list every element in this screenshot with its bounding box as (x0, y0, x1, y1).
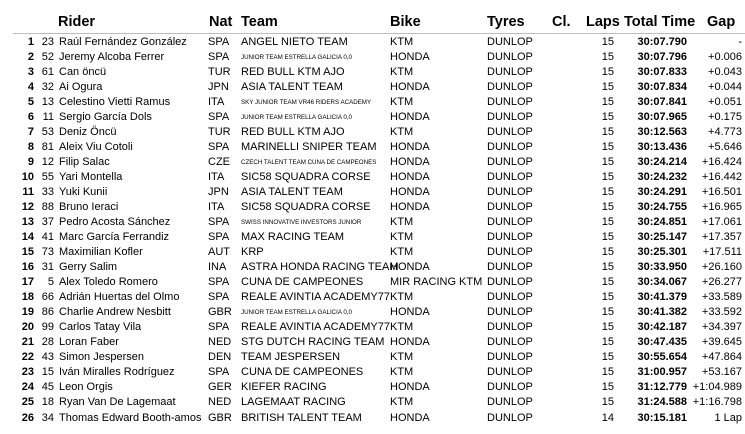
gap-value: +17.061 (701, 216, 742, 229)
tyre-brand: DUNLOP (487, 366, 533, 379)
team-name: STG DUTCH RACING TEAM (241, 336, 385, 349)
bike-make: KTM (390, 36, 414, 48)
table-row (0, 260, 745, 275)
position: 25 (21, 396, 34, 409)
gap-value: +1:16.798 (692, 396, 742, 409)
bike-make: KTM (390, 321, 414, 334)
table-row (0, 50, 745, 65)
total-time: 30:41.382 (637, 306, 687, 319)
rider-name: Adrián Huertas del Olmo (59, 291, 180, 304)
position: 5 (27, 96, 34, 109)
team-name: CZECH TALENT TEAM CUNA DE CAMPEONES (241, 159, 377, 167)
tyre-brand: DUNLOP (487, 396, 533, 409)
header-divider (13, 33, 745, 34)
tyre-brand: DUNLOP (487, 291, 533, 304)
tyre-brand: DUNLOP (487, 336, 533, 349)
total-time: 30:41.379 (637, 291, 687, 304)
bike-make: HONDA (390, 381, 430, 394)
team-name: ASTRA HONDA RACING TEAM (241, 261, 399, 274)
team-name: SWISS INNOVATIVE INVESTORS JUNIOR (241, 219, 362, 227)
team-name: RED BULL KTM AJO (241, 66, 345, 79)
laps-count: 15 (601, 336, 614, 349)
rider-name: Aleix Viu Cotoli (59, 141, 133, 154)
tyre-brand: DUNLOP (487, 216, 533, 229)
gap-value: +33.592 (701, 306, 742, 319)
gap-value: +0.044 (708, 81, 742, 94)
rider-number: 28 (41, 336, 54, 349)
laps-count: 15 (601, 81, 614, 94)
team-name: JUNIOR TEAM ESTRELLA GALICIA 0,0 (241, 114, 352, 122)
rider-name: Iván Miralles Rodríguez (59, 366, 175, 379)
tyre-brand: DUNLOP (487, 231, 533, 244)
position: 21 (21, 336, 34, 349)
nationality: ITA (208, 201, 225, 214)
tyre-brand: DUNLOP (487, 321, 533, 334)
team-name: SKY JUNIOR TEAM VR46 RIDERS ACADEMY (241, 99, 372, 107)
bike-make: MIR RACING KTM (390, 276, 483, 289)
rider-number: 53 (41, 126, 54, 139)
bike-make: HONDA (390, 81, 430, 94)
bike-make: HONDA (390, 111, 430, 124)
gap-value: +4.773 (708, 126, 742, 139)
bike-make: HONDA (390, 156, 430, 169)
position: 22 (21, 351, 34, 364)
nationality: ITA (208, 171, 225, 184)
nationality: NED (208, 336, 232, 349)
team-name: LAGEMAAT RACING (241, 396, 346, 409)
position: 26 (21, 411, 34, 424)
nationality: AUT (208, 246, 230, 259)
rider-name: Jeremy Alcoba Ferrer (59, 51, 165, 64)
nationality: CZE (208, 156, 230, 169)
table-row (0, 335, 745, 350)
rider-name: Maximilian Kofler (59, 246, 143, 259)
total-time: 31:12.779 (637, 381, 687, 394)
bike-make: HONDA (390, 51, 430, 64)
rider-number: 45 (41, 381, 54, 394)
gap-value: +53.167 (701, 366, 742, 379)
position: 18 (21, 291, 34, 304)
rider-number: 34 (41, 411, 54, 424)
total-time: 30:24.291 (637, 186, 687, 199)
nationality: SPA (208, 141, 230, 154)
table-row (0, 110, 745, 125)
tyre-brand: DUNLOP (487, 306, 533, 319)
nationality: GBR (208, 411, 232, 424)
rider-number: 11 (42, 111, 54, 124)
nationality: NED (208, 396, 232, 409)
laps-count: 15 (601, 246, 614, 259)
bike-make: HONDA (390, 336, 430, 349)
rider-number: 32 (41, 81, 54, 94)
rider-name: Pedro Acosta Sánchez (59, 216, 171, 229)
rider-name: Simon Jespersen (59, 351, 144, 364)
gap-value: +5.646 (708, 141, 742, 154)
nationality: SPA (208, 276, 230, 289)
table-row (0, 215, 745, 230)
total-time: 30:13.436 (637, 141, 687, 154)
laps-count: 15 (601, 171, 614, 184)
table-row (0, 35, 745, 50)
laps-count: 15 (601, 396, 614, 409)
rider-name: Sergio García Dols (59, 111, 152, 124)
nationality: SPA (208, 51, 230, 64)
gap-value: +0.043 (708, 66, 742, 79)
laps-count: 15 (601, 231, 614, 244)
laps-count: 15 (601, 321, 614, 334)
header-nat: Nat (209, 14, 233, 30)
team-name: MARINELLI SNIPER TEAM (241, 141, 377, 154)
bike-make: KTM (390, 126, 414, 139)
tyre-brand: DUNLOP (487, 51, 533, 64)
gap-value: +34.397 (701, 321, 742, 334)
total-time: 30:25.147 (637, 231, 687, 244)
position: 7 (27, 126, 34, 139)
bike-make: KTM (390, 366, 414, 379)
gap-value: +16.442 (701, 171, 742, 184)
total-time: 30:34.067 (637, 276, 687, 289)
laps-count: 15 (601, 216, 614, 229)
laps-count: 14 (601, 411, 614, 424)
rider-number: 55 (41, 171, 54, 184)
gap-value: +1:04.989 (692, 381, 742, 394)
laps-count: 15 (601, 156, 614, 169)
laps-count: 15 (601, 66, 614, 79)
rider-number: 86 (41, 306, 54, 319)
rider-name: Loran Faber (59, 336, 119, 349)
total-time: 30:24.214 (637, 156, 687, 169)
tyre-brand: DUNLOP (487, 126, 533, 139)
table-row (0, 275, 745, 290)
rider-number: 88 (41, 201, 54, 214)
team-name: REALE AVINTIA ACADEMY77 (241, 291, 390, 304)
gap-value: +17.511 (702, 246, 742, 259)
gap-value: - (738, 36, 742, 48)
gap-value: +0.006 (708, 51, 742, 64)
bike-make: HONDA (390, 141, 430, 154)
rider-number: 13 (41, 96, 54, 109)
laps-count: 15 (601, 96, 614, 109)
total-time: 30:07.965 (637, 111, 687, 124)
rider-name: Yuki Kunii (59, 186, 108, 199)
tyre-brand: DUNLOP (487, 171, 533, 184)
rider-number: 81 (41, 141, 54, 154)
table-row (0, 395, 745, 410)
rider-name: Carlos Tatay Vila (59, 321, 142, 334)
nationality: SPA (208, 231, 230, 244)
team-name: CUNA DE CAMPEONES (241, 276, 364, 289)
team-name: REALE AVINTIA ACADEMY77 (241, 321, 390, 334)
team-name: JUNIOR TEAM ESTRELLA GALICIA 0,0 (241, 54, 352, 62)
total-time: 31:00.957 (637, 366, 687, 379)
rider-number: 31 (41, 261, 54, 274)
position: 3 (27, 66, 34, 79)
total-time: 30:15.181 (637, 411, 687, 424)
position: 19 (21, 306, 34, 319)
laps-count: 15 (601, 141, 614, 154)
gap-value: +39.645 (701, 336, 742, 349)
total-time: 30:47.435 (637, 336, 687, 349)
gap-value: +0.175 (708, 111, 742, 124)
position: 8 (27, 141, 34, 154)
tyre-brand: DUNLOP (487, 66, 533, 79)
nationality: TUR (208, 66, 231, 79)
tyre-brand: DUNLOP (487, 201, 533, 214)
rider-number: 18 (41, 396, 54, 409)
rider-number: 43 (41, 351, 54, 364)
position: 20 (21, 321, 34, 334)
table-row (0, 125, 745, 140)
tyre-brand: DUNLOP (487, 246, 533, 259)
laps-count: 15 (601, 276, 614, 289)
tyre-brand: DUNLOP (487, 261, 533, 274)
bike-make: KTM (390, 216, 414, 229)
gap-value: +0.051 (708, 96, 742, 109)
position: 2 (27, 51, 34, 64)
table-row (0, 350, 745, 365)
header-tyres: Tyres (487, 14, 525, 30)
nationality: SPA (208, 111, 230, 124)
rider-number: 15 (41, 366, 54, 379)
total-time: 30:07.790 (637, 36, 687, 48)
rider-name: Bruno Ieraci (59, 201, 119, 214)
nationality: SPA (208, 291, 230, 304)
bike-make: HONDA (390, 171, 430, 184)
nationality: SPA (208, 216, 230, 229)
position: 24 (21, 381, 34, 394)
laps-count: 15 (601, 351, 614, 364)
nationality: SPA (208, 366, 230, 379)
position: 6 (27, 111, 34, 124)
position: 1 (27, 36, 34, 48)
gap-value: +26.160 (701, 261, 742, 274)
tyre-brand: DUNLOP (487, 351, 533, 364)
tyre-brand: DUNLOP (487, 81, 533, 94)
tyre-brand: DUNLOP (487, 156, 533, 169)
rider-number: 33 (41, 186, 54, 199)
table-row (0, 411, 745, 426)
table-row (0, 65, 745, 80)
team-name: JUNIOR TEAM ESTRELLA GALICIA 0,0 (241, 309, 352, 317)
bike-make: KTM (390, 231, 414, 244)
bike-make: KTM (390, 96, 414, 109)
team-name: SIC58 SQUADRA CORSE (241, 201, 371, 214)
rider-name: Can öncü (59, 66, 107, 79)
bike-make: KTM (390, 351, 414, 364)
rider-name: Charlie Andrew Nesbitt (59, 306, 171, 319)
header-rider: Rider (58, 14, 96, 30)
nationality: JPN (208, 81, 229, 94)
rider-name: Leon Orgis (59, 381, 113, 394)
rider-number: 12 (41, 156, 54, 169)
header-total-time: Total Time (624, 14, 696, 30)
team-name: ASIA TALENT TEAM (241, 186, 343, 199)
table-row (0, 290, 745, 305)
laps-count: 15 (601, 366, 614, 379)
laps-count: 15 (601, 201, 614, 214)
table-row (0, 140, 745, 155)
total-time: 30:55.654 (637, 351, 687, 364)
team-name: RED BULL KTM AJO (241, 126, 345, 139)
position: 14 (21, 231, 34, 244)
position: 16 (21, 261, 34, 274)
table-row (0, 200, 745, 215)
total-time: 30:33.950 (637, 261, 687, 274)
laps-count: 15 (601, 111, 614, 124)
rider-name: Filip Salac (59, 156, 110, 169)
gap-value: +33.589 (701, 291, 742, 304)
laps-count: 15 (601, 126, 614, 139)
header-gap: Gap (707, 14, 736, 30)
total-time: 30:07.796 (637, 51, 687, 64)
bike-make: KTM (390, 291, 414, 304)
header-laps: Laps (586, 14, 620, 30)
bike-make: KTM (390, 66, 414, 79)
total-time: 30:07.841 (637, 96, 687, 109)
gap-value: +16.501 (701, 186, 742, 199)
nationality: SPA (208, 321, 230, 334)
header-team: Team (241, 14, 278, 30)
tyre-brand: DUNLOP (487, 381, 533, 394)
rider-name: Raúl Fernández González (59, 36, 187, 48)
tyre-brand: DUNLOP (487, 96, 533, 109)
rider-number: 37 (41, 216, 54, 229)
bike-make: HONDA (390, 201, 430, 214)
gap-value: +16.424 (701, 156, 742, 169)
laps-count: 15 (601, 51, 614, 64)
table-row (0, 185, 745, 200)
rider-number: 66 (41, 291, 54, 304)
bike-make: HONDA (390, 306, 430, 319)
position: 11 (22, 186, 34, 199)
table-row (0, 305, 745, 320)
table-row (0, 170, 745, 185)
tyre-brand: DUNLOP (487, 276, 533, 289)
rider-number: 61 (41, 66, 54, 79)
team-name: BRITISH TALENT TEAM (241, 411, 362, 424)
bike-make: HONDA (390, 411, 430, 424)
header-bike: Bike (390, 14, 421, 30)
header-class: Cl. (552, 14, 571, 30)
total-time: 30:24.851 (637, 216, 687, 229)
rider-name: Deniz Öncü (59, 126, 117, 139)
nationality: ITA (208, 96, 225, 109)
gap-value: +26.277 (701, 276, 742, 289)
table-row (0, 80, 745, 95)
bike-make: KTM (390, 396, 414, 409)
position: 23 (21, 366, 34, 379)
rider-name: Thomas Edward Booth-amos (59, 411, 202, 424)
nationality: TUR (208, 126, 231, 139)
nationality: SPA (208, 36, 230, 48)
team-name: ASIA TALENT TEAM (241, 81, 343, 94)
total-time: 30:12.563 (637, 126, 687, 139)
laps-count: 15 (601, 381, 614, 394)
position: 10 (21, 171, 34, 184)
total-time: 31:24.588 (637, 396, 687, 409)
table-row (0, 230, 745, 245)
tyre-brand: DUNLOP (487, 141, 533, 154)
laps-count: 15 (601, 261, 614, 274)
gap-value: +47.864 (701, 351, 742, 364)
gap-value: +16.965 (701, 201, 742, 214)
rider-number: 73 (41, 246, 54, 259)
position: 15 (21, 246, 34, 259)
rider-number: 5 (47, 276, 54, 289)
nationality: DEN (208, 351, 232, 364)
bike-make: KTM (390, 246, 414, 259)
bike-make: HONDA (390, 186, 430, 199)
position: 9 (27, 156, 34, 169)
position: 13 (21, 216, 34, 229)
rider-name: Alex Toledo Romero (59, 276, 158, 289)
table-row (0, 380, 745, 395)
laps-count: 15 (601, 306, 614, 319)
total-time: 30:07.833 (637, 66, 687, 79)
gap-value: 1 Lap (714, 411, 742, 424)
table-row (0, 245, 745, 260)
rider-name: Gerry Salim (59, 261, 118, 274)
tyre-brand: DUNLOP (487, 411, 533, 424)
nationality: JPN (208, 186, 229, 199)
rider-name: Ai Ogura (59, 81, 103, 94)
position: 4 (27, 81, 34, 94)
rider-name: Marc García Ferrandiz (59, 231, 170, 244)
team-name: ANGEL NIETO TEAM (241, 36, 348, 48)
table-row (0, 155, 745, 170)
position: 12 (21, 201, 34, 214)
team-name: TEAM JESPERSEN (241, 351, 341, 364)
bike-make: HONDA (390, 261, 430, 274)
table-row (0, 320, 745, 335)
team-name: MAX RACING TEAM (241, 231, 345, 244)
nationality: GER (208, 381, 232, 394)
laps-count: 15 (601, 36, 614, 48)
rider-number: 23 (41, 36, 54, 48)
total-time: 30:07.834 (637, 81, 687, 94)
table-row (0, 95, 745, 110)
total-time: 30:42.187 (637, 321, 687, 334)
total-time: 30:24.755 (637, 201, 687, 214)
rider-name: Celestino Vietti Ramus (59, 96, 171, 109)
position: 17 (21, 276, 34, 289)
total-time: 30:24.232 (637, 171, 687, 184)
tyre-brand: DUNLOP (487, 36, 533, 48)
total-time: 30:25.301 (637, 246, 687, 259)
laps-count: 15 (601, 291, 614, 304)
rider-number: 41 (41, 231, 54, 244)
table-row (0, 365, 745, 380)
tyre-brand: DUNLOP (487, 186, 533, 199)
team-name: KRP (241, 246, 264, 259)
team-name: SIC58 SQUADRA CORSE (241, 171, 371, 184)
laps-count: 15 (601, 186, 614, 199)
rider-name: Yari Montella (59, 171, 123, 184)
gap-value: +17.357 (701, 231, 742, 244)
rider-name: Ryan Van De Lagemaat (59, 396, 176, 409)
team-name: CUNA DE CAMPEONES (241, 366, 364, 379)
rider-number: 52 (41, 51, 54, 64)
tyre-brand: DUNLOP (487, 111, 533, 124)
rider-number: 99 (41, 321, 54, 334)
team-name: KIEFER RACING (241, 381, 327, 394)
nationality: GBR (208, 306, 232, 319)
nationality: INA (208, 261, 227, 274)
